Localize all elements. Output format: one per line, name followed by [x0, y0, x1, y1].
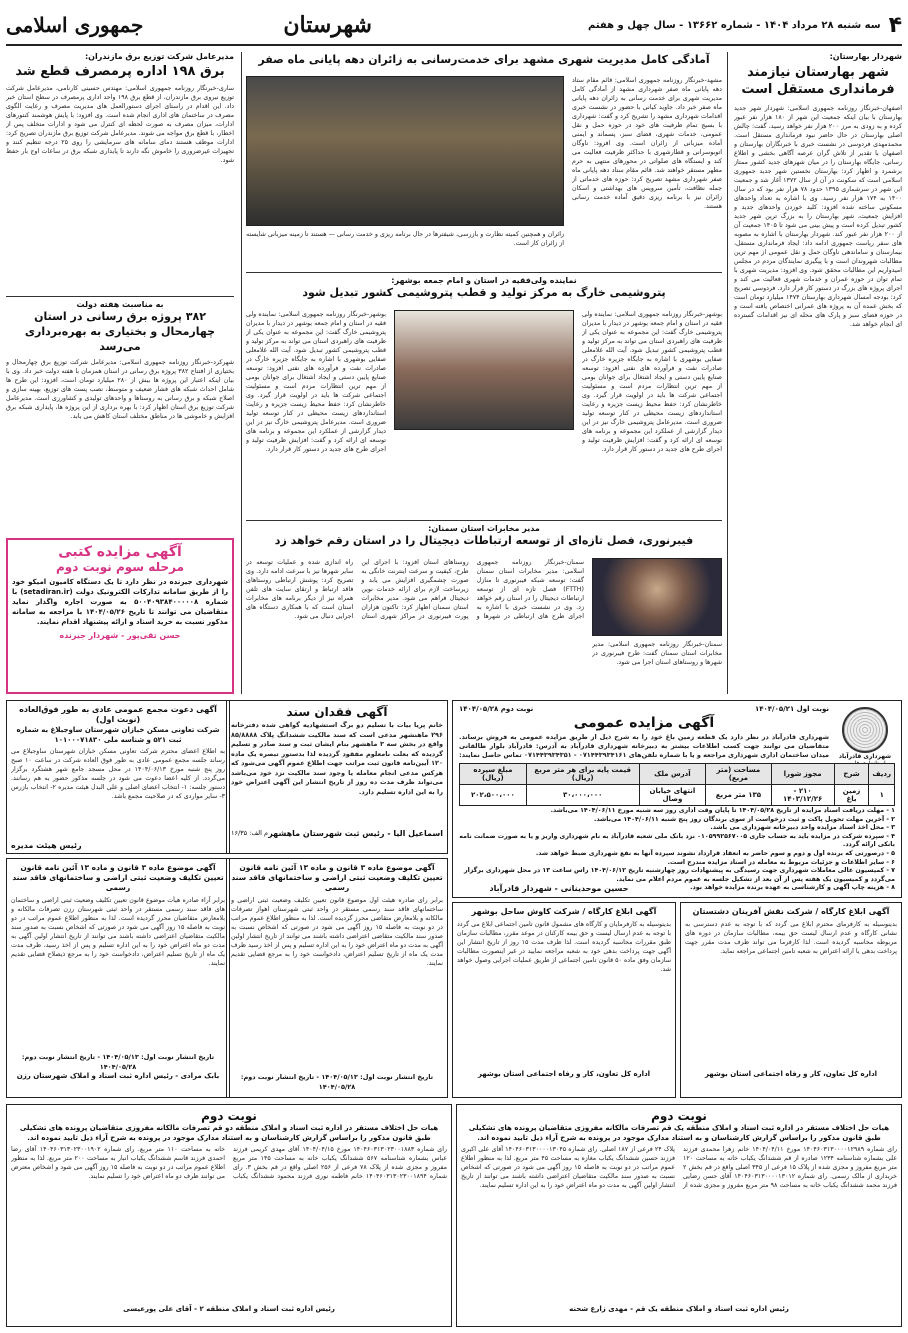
ad-lost-document [226, 700, 448, 854]
ad-body: به اطلاع اعضای محترم شرکت تعاونی مسکن خبازان شهرستان ساوجبلاغ می رساند جلسه مجمع عمومی عادی به طور فوق العاده شرکت در ساعت ۱۰ صبح روز پنج شنبه مورخ ۱۴۰۴/۰۶/۱۳ در محل مسجد جامع شهر هشتگرد برگزار می‌گردد. از کلیه اعضا دعوت می شود در جلسه مذکور حضور به هم رسانند. دستور جلسه: ۱- انتخاب اعضای اصلی و علی البدل هیئت مدیره ۲- انتخاب بازرس ۳- سایر مواردی که در صلاحیت مجمع باشد. [11, 748, 225, 800]
col-header: ردیف [869, 764, 895, 785]
ad-signature: اسماعیل الیا - رئیس ثبت شهرستان ماهشهر [268, 829, 443, 838]
ad-signature: حسین موحدینانی - شهردار قادرآباد [489, 884, 629, 893]
ad-title: آگهی ابلاغ کارگاه / شرکت نقش آفرینان دشتستان [692, 907, 890, 916]
ad-footer: تاریخ انتشار نوبت اول: ۱۴۰۴/۰۵/۱۳ - تاریخ انتشار نوبت دوم: ۱۴۰۴/۰۵/۲۸ [21, 1053, 215, 1071]
ad-body: بدینوسیله به کارفرمای محترم ابلاغ می گردد که با توجه به عدم دسترسی به نشانی کارگاه و عدم ارسال لیست حق بیمه، مطالبات سازمان در دوره های مربوطه محاسبه گردیده است. لذا کارفرما می تواند ظرف مدت مقرر جهت پرداخت بدهی یا ارائه اعتراض به شعبه تامین اجتماعی مراجعه نماید. [685, 921, 897, 955]
ad-sawojbolagh-assembly [6, 700, 230, 854]
section-title: شهرستان [283, 12, 372, 38]
ad-workshop-kavosh [452, 902, 676, 1098]
article-kicker: مدیرعامل شرکت توزیع برق مازندران: [84, 52, 234, 61]
ad-body: شهرداری جیرنده در نظر دارد تا یک دستگاه کامیون امیکو خود را از طریق سامانه تدارکات الکترونیک دولت (setadiran.ir) با شماره ۵۰۰۴۰۹۳۸۴۰۰۰۰۰۸ به صورت اجاره واگذار نماید متقاضیان می توانند تا تاریخ ۱۴۰۴/۰۵/۲۶ با مراجعه به سامانه مذکور نسبت به خرید اسناد و ارائه پیشنهاد اقدام نمایند. [12, 578, 228, 626]
municipality-seal-icon [842, 707, 888, 753]
article-title: آمادگی کامل مدیریت شهری مشهد برای خدمت‌رسانی به زائران دهه پایانی ماه صفر [258, 53, 710, 66]
col-header: مجوز شورا [771, 764, 834, 785]
article-title: ۳۸۲ پروژه برق رسانی در استان چهارمحال و بختیاری به بهره‌برداری می‌رسد [24, 310, 216, 353]
article-title: پتروشیمی خارگ به مرکز تولید و قطب پتروشیمی کشور تبدیل شود [302, 286, 666, 299]
section-divider [6, 296, 234, 297]
article-title: شهر بهارستان نیازمند فرمانداری مستقل است [741, 65, 895, 97]
ad-jirandeh-auction [6, 538, 234, 694]
ad-body: رای شماره ۱۴۰۴۶۰۳۱۳۰۲۳۰۰۱۸۸۳ مورخ ۱۴۰۴/۰۴/۱۵ آقای مهدی کریمی فرزند عباس بشماره شناسنامه ۵۶۷ ششدانگ یکباب خانه به مساحت ۱۴۵ متر مربع مفروز و مجزی شده از پلاک ۷۸ فرعی از ۲۵۶ اصلی واقع در قم بخش ۳. رای شماره ۱۴۰۴۶۰۳۱۳۰۲۳۰۰۱۸۹۴ خانم فاطمه نوری فرزند محمود ششدانگ یکباب خانه به مساحت ۱۱۰ متر مربع. رای شماره ۱۴۰۴۶۰۳۱۳۰۲۳۰۰۱۹۰۲ آقای رضا احمدی فرزند قاسم ششدانگ یکباب انبار به مساحت ۲۰۰ متر مربع. لذا به منظور اطلاع عموم مراتب در دو نوبت به فاصله ۱۵ روز آگهی می شود و اشخاص معترض می توانند ظرف دو ماه اعتراض خود را تسلیم نمایند. [11, 1146, 447, 1180]
ad-signature: رئیس اداره ثبت اسناد و املاک منطقه ۲ - آقای علی پورعیسی [123, 1305, 335, 1313]
ad-body: برابر رای صادره هیئت اول موضوع قانون تعیین تکلیف وضعیت ثبتی اراضی و ساختمانهای فاقد سند رسمی مستقر در واحد ثبتی شهرستان اهواز تصرفات مالکانه و بلامعارض متقاضی محرز گردیده است. لذا به منظور اطلاع عموم مراتب در دو نوبت به فاصله ۱۵ روز آگهی می شود در صورتی که اشخاص نسبت به صدور سند مالکیت متقاضی اعتراضی داشته باشند می توانند از تاریخ انتشار اولین آگهی به مدت دو ماه اعتراض خود را به این اداره تسلیم و پس از اخذ رسید ظرف مدت یک ماه از تاریخ تسلیم اعتراض، دادخواست خود را به مرجع قضایی تقدیم نمایند. [231, 897, 443, 967]
col-header: قیمت پایه برای هر متر مربع (ریال) [526, 764, 639, 785]
ad-footer: تاریخ انتشار نوبت اول: ۱۴۰۴/۰۵/۱۳ - تاریخ انتشار نوبت دوم: ۱۴۰۴/۰۵/۲۸ [240, 1073, 434, 1091]
ad-body: خانم پریا بیات با تسلیم دو برگ استشهادیه گواهی شده دفترخانه ۲۹۶ ماهنشهر مدعی است که سند مالکیت ششدانگ پلاک ۸۵/۸۸۸۸ واقع در بخش سه ۳ ماهشهر بنام ایشان ثبت و سند صادر و تسلیم گردیده که بعلت نامعلوم مفقود گردیده لذا بدستور تبصره یک ماده ۱۲۰ آیین‌نامه قانون ثبت مراتب جهت اطلاع عموم آگهی می‌شود که هرکس مدعی انجام معامله یا وجود سند مالکیت نزد خود می‌باشد می‌تواند ظرف مدت ده روز از تاریخ انتشار این آگهی اعتراض خود را به این اداره تسلیم دارد. [231, 721, 443, 796]
ad-article13-b [6, 858, 230, 1098]
auction-table [459, 763, 895, 806]
ad-title: هیات حل اختلاف مستقر در اداره ثبت اسناد و املاک منطقه یک قم تصرفات مالکانه مفروزی متقاضیان پرونده های تشکیلی طبق قانون مذکور را براساس گزارش کارشناسان و به استناد مدارک موجود در پرونده به شرح آراء ذیل تایید نموده اند. [468, 1124, 890, 1142]
article-body: بوشهر-خبرنگار روزنامه جمهوری اسلامی: نماینده ولی فقیه در استان و امام جمعه بوشهر در دیدار با مدیران پتروشیمی خارگ گفت: این مجموعه به عنوان یکی از ظرفیت های راهبردی استان می تواند به مرکز تولید و قطب پتروشیمی کشور تبدیل شود. آیت الله غلامعلی صفایی بوشهری با اشاره به جایگاه جزیره خارگ در صادرات نفت و فرآورده های نفتی افزود: توسعه صنایع پایین دستی و ایجاد اشتغال برای جوانان بومی از مهم ترین انتظارات مردم است و مسئولیت اجتماعی شرکت ها باید در اولویت قرار گیرد. وی خاطرنشان کرد: حفظ محیط زیست جزیره و رعایت استانداردهای زیست محیطی در کنار توسعه تولید ضروری است. مدیرعامل پتروشیمی خارگ نیز در این دیدار گزارشی از عملکرد این مجموعه و برنامه های توسعه ای ارائه کرد و گفت: افزایش ظرفیت تولید و اجرای طرح های جدید در دستور کار قرار دارد. [582, 311, 722, 453]
condition-item: ۸ - هزینه چاپ آگهی و کارشناسی به عهده برنده مزایده خواهد بود. [690, 884, 895, 892]
article-semnan [246, 524, 722, 694]
article-bushehr [246, 276, 722, 516]
table-cell: ۲۰۲،۵۰۰،۰۰۰ [460, 785, 527, 806]
page-header [6, 6, 902, 46]
ad-title: آگهی موضوع ماده ۳ قانون و ماده ۱۳ آئین نامه قانون تعیین تکلیف وضعیت ثبتی اراضی و ساختمانهای فاقد سند رسمی [12, 863, 224, 892]
article-body: مشهد-خبرنگار روزنامه جمهوری اسلامی: قائم مقام ستاد دهه پایانی ماه صفر شهرداری مشهد از آمادگی کامل مدیریت شهری برای خدمت رسانی به زائران دهه پایانی ماه صفر خبر داد. جاوید کیانی با حضور در نشست خبری اقدامات شهرداری مشهد را تشریح کرد و گفت: شهرداری با بسیج تمام ظرفیت های خود در حوزه حمل و نقل عمومی، خدمات شهری، فضای سبز، پسماند و ایمنی آماده میزبانی از زائران است. وی افزود: ناوگان اتوبوسرانی و قطارشهری با حداکثر ظرفیت فعالیت می کند و ایستگاه های صلواتی در محورهای منتهی به حرم مطهر مستقر خواهند شد. قائم مقام ستاد دهه پایانی ماه صفر شهرداری مشهد تصریح کرد: حوزه های خدماتی از جمله نظافت، تأمین سرویس های بهداشتی و اسکان زائران نیز با برنامه ریزی دقیق آماده خدمت رسانی هستند. [572, 77, 722, 210]
ad-article13-a [226, 858, 448, 1098]
column-divider [241, 52, 242, 694]
ad-qom-region2 [6, 1104, 452, 1327]
article-mashhad [246, 52, 722, 267]
table-header-row [460, 764, 895, 785]
column-divider [727, 52, 728, 694]
article-body: اصفهان-خبرنگار روزنامه جمهوری اسلامی: شهردار شهر جدید بهارستان با بیان اینکه جمعیت این شهر از ۱۸۰ هزار نفر عبور کرده و به زودی به مرز ۲۰۰ هزار نفر خواهد رسید، گفت: چالش اصلی بهارستان در حال حاضر نبود فرمانداری مستقل است. محمدمهدی فردوسی در نشست خبری با خبرنگاران بهارستان و اصفهان با تقدیر از تلاش گران عرصه آگاهی بخشی و اطلاع رسانی، جایگاه بهارستان را در میان شهرهای جدید کشور ممتاز برشمرد و اظهار کرد: بهارستان نخستین شهر جدید جمهوری اسلامی است که سکونت در آن از سال ۱۳۷۲ آغاز شد و جمعیت این شهر در سرشماری ۱۳۹۵ حدود ۷۸ هزار نفر بود که در سال ۱۴۰۰ به ۱۷۴ هزار نفر رسید. وی با اشاره به تعداد واحدهای مسکونی ساخته شده افزود: کلید خوردن واحدهای جدید و افزایش جمعیت، شهر بهارستان را به بزرگ ترین شهر جدید کشور تبدیل کرده است و پیش بینی می شود تا ۱۴۰۵ جمعیت آن از ۲۰۰ هزار نفر عبور کند. شهردار بهارستان با اشاره به مصوبه های سفر ریاست جمهوری ادامه داد: ایجاد فرمانداری مستقل، بیمارستان و ساماندهی ناوگان حمل و نقل عمومی از مهم ترین مطالبات شهروندان است و با پیگیری نمایندگان مردم در مجلس امیدواریم این مطالبات محقق شود. وی افزود: مدیریت شهری با تمام توان در حوزه عمران و خدمات شهری فعالیت می کند و اجرای پروژه های بزرگ در دستور کار قرار دارد. فردوسی تصریح کرد: بودجه امسال شهرداری بهارستان ۱۴۷۴ میلیارد تومان است که بخش عمده آن به پروژه های عمرانی اختصاص یافته است و در حوزه فضای سبز و پارک های محله ای نیز اقدامات گسترده ای انجام خواهد شد. [734, 105, 902, 328]
section-divider [246, 272, 722, 273]
ad-label: نوبت دوم [201, 1109, 257, 1123]
page-number: ۴ [888, 12, 902, 38]
article-body: شهرکرد-خبرنگار روزنامه جمهوری اسلامی: مدیرعامل شرکت توزیع برق چهارمحال و بختیاری از افتتاح ۳۸۲ پروژه برق رسانی در استان همزمان با هفته دولت خبر داد. وی با بیان اینکه اعتبار این پروژه ها بیش از ۲۸۰ میلیارد تومان است، افزود: این طرح ها شامل احداث شبکه های فشار ضعیف و متوسط، نصب پست های توزیع، بهینه سازی و اصلاح شبکه و برق رسانی به روستاها و واحدهای تولیدی و کشاورزی است. مدیرعامل شرکت توزیع برق استان اظهار کرد: با بهره برداری از این پروژه ها، پایداری شبکه برق افزایش و خاموشی ها در مناطق مختلف استان کاهش می یابد. [6, 359, 234, 420]
col-header: شرح [834, 764, 869, 785]
col-header: مبلغ سپرده (ریال) [460, 764, 527, 785]
second-pub-date: نوبت دوم ۱۴۰۴/۰۵/۲۸ [459, 705, 534, 713]
article-kicker: شهردار بهارستان: [829, 52, 902, 61]
article-body: ساری-خبرنگار روزنامه جمهوری اسلامی: مهندس حسینی کارنامی، مدیرعامل شرکت توزیع نیروی برق مازندران، از قطع برق ۱۹۸ واحد اداری پرمصرف در سطح استان خبر داد. این اقدام در راستای اجرای دستورالعمل های مدیریت مصرف و رعایت الگوی مصرف در ساختمان های اداری انجام شده است. وی افزود: با پایش هوشمند کنتورهای ادارات، میزان مصرف به صورت لحظه ای کنترل می شود و ادارات متخلف پس از اخطار، با قطع برق مواجه می شوند. مدیرعامل شرکت توزیع برق مازندران تصریح کرد: ادارات موظف هستند دمای سامانه های سرمایشی را روی ۲۵ درجه تنظیم کنند و تجهیزات غیرضروری را خاموش نگه دارند تا پایداری شبکه برق در ساعات اوج بار حفظ شود. [6, 85, 234, 164]
condition-item: ۴ - سپرده شرکت در مزایده باید به حساب جاری ۰۱۰۵۹۹۲۵۶۷۰۰۵ نزد بانک ملی شعبه قادرآباد به نام شهرداری واریز و یا به صورت ضمانت نامه بانکی ارائه گردد. [459, 832, 895, 849]
condition-item: ۵ - درصورتی که برنده اول و دوم و سوم حاضر به انعقاد قرارداد نشوند سپرده آنها به نفع شهرداری ضبط خواهد شد. [535, 849, 895, 857]
table-cell: ۱ [869, 785, 895, 806]
condition-item: ۳ - محل اخذ اسناد مزایده واحد دبیرخانه شهرداری می باشد. [710, 824, 895, 832]
ad-seal-block [835, 707, 895, 767]
col-header: مساحت (متر مربع) [706, 764, 771, 785]
table-cell: انتهای خیابان وصال [639, 785, 706, 806]
ad-subtitle: مرحله سوم نوبت دوم [55, 560, 185, 574]
ad-body: رای شماره ۱۴۰۴۶۰۳۱۳۰۰۰۰۱۲۹۸۹ مورخ ۱۴۰۴/۰۴/۱۱ خانم زهرا محمدی فرزند علی بشماره شناسنامه ۱۲۳۴ صادره از قم ششدانگ یکباب خانه به مساحت ۱۲۰ متر مربع مفروز و مجزی شده از پلاک ۱۵ فرعی از ۳۴۵ اصلی واقع در قم بخش ۲ خریداری از مالک رسمی. رای شماره ۱۴۰۴۶۰۳۱۳۰۰۰۰۱۳۰۱۲ آقای حسن رضایی فرزند محمد ششدانگ یکباب خانه به مساحت ۹۸ متر مربع مفروز و مجزی شده از پلاک ۲۴ فرعی از ۱۸۷ اصلی. رای شماره ۱۴۰۴۶۰۳۱۳۰۰۰۰۱۳۰۴۵ آقای علی اکبری فرزند حسین ششدانگ یکباب مغازه به مساحت ۴۵ متر مربع. لذا به منظور اطلاع عموم مراتب در دو نوبت به فاصله ۱۵ روز آگهی می شود در صورتی که اشخاص نسبت به صدور سند مالکیت متقاضیان اعتراضی داشته باشند می توانند از تاریخ انتشار اولین آگهی به مدت دو ماه اعتراض خود را به این اداره تسلیم نمایند. [461, 1146, 897, 1189]
ad-signature: رئیس اداره ثبت اسناد و املاک منطقه یک قم - مهدی زارع شحنه [569, 1305, 789, 1313]
ad-subtitle: شرکت تعاونی مسکن خبازان شهرستان ساوجبلاغ به شماره ثبت ۵۲۱ و شناسه ملی ۱۰۱۰۰۰۷۱۸۳۰ [16, 726, 220, 744]
seal-text: شهرداری قادرآباد [838, 753, 892, 760]
ad-title: آگهی فقدان سند [286, 705, 388, 719]
ad-conditions [459, 807, 895, 893]
photo-caption: سمنان-خبرنگار روزنامه جمهوری اسلامی: مدیر مخابرات استان سمنان گفت: طرح فیبرنوری در شهرها و روستاهای استان اجرا می شود. [592, 641, 722, 666]
condition-item: ۱ - مهلت دریافت اسناد مزایده از تاریخ ۱۴۰۴/۰۵/۲۸ تا پایان وقت اداری روز سه شنبه مورخ ۱۴۰۴/۰۶/۱۱ می‌باشد. [550, 807, 895, 814]
article-title: فیبرنوری، فصل تازه‌ای از توسعه ارتباطات دیجیتال را در استان رقم خواهد زد [274, 534, 694, 547]
article-mazandaran [6, 52, 234, 292]
article-kicker: به مناسبت هفته دولت [76, 300, 164, 309]
ad-body: بدینوسیله به کارفرمایان و کارگاه های مشمول قانون تامین اجتماعی ابلاغ می گردد با توجه به عدم ارسال لیست و حق بیمه کارکنان در موعد مقرر، مطالبات سازمان طبق مقررات محاسبه گردیده است. لذا ظرف مدت ۱۵ روز از تاریخ انتشار این آگهی جهت پرداخت بدهی خود به شعبه مراجعه نمایید در غیر اینصورت مطالبات سازمان وفق ماده ۵۰ قانون تامین اجتماعی از طریق عملیات اجرایی وصول خواهد شد. [457, 921, 671, 973]
meeting-photo [394, 310, 574, 430]
portrait-photo [592, 558, 722, 636]
table-row [460, 785, 895, 806]
table-cell: ۲۱۰ - ۱۴۰۳/۱۲/۲۶ [771, 785, 834, 806]
article-baharestan [734, 52, 902, 694]
ad-signature: اداره کل تعاون، کار و رفاه اجتماعی استان بوشهر [704, 1070, 878, 1078]
article-kicker: نماینده ولی‌فقیه در استان و امام جمعه بوشهر: [391, 276, 577, 285]
ad-ref: م الف: ۱۶/۳۵ [231, 829, 269, 837]
ad-title: آگهی ابلاغ کارگاه / شرکت کاوش ساحل بوشهر [471, 907, 657, 916]
condition-item: ۷ - کمیسیون عالی معاملات شهرداری جهت رسیدگی به پیشنهادات روز چهارشنبه تاریخ ۱۴۰۴/۰۶/۱۲ راس ساعت ۱۳ در محل شهرداری برگزار می‌گردد و کمیسیون یک هفته پس از آن بعد از تشکیل جلسه به عموم مردم اعلام می نماید. [463, 867, 895, 883]
ad-signature: حسن تقی‌پور - شهردار جیرنده [59, 631, 181, 640]
condition-item: ۶ - سایر اطلاعات و جزئیات مربوط به معامله در اسناد مزایده مندرج است. [667, 858, 895, 866]
article-body-cont: بوشهر-خبرنگار روزنامه جمهوری اسلامی: نماینده ولی فقیه در استان و امام جمعه بوشهر در دیدار با مدیران پتروشیمی خارگ گفت: این مجموعه به عنوان یکی از ظرفیت های راهبردی استان می تواند به مرکز تولید و قطب پتروشیمی کشور تبدیل شود. آیت الله غلامعلی صفایی بوشهری با اشاره به جایگاه جزیره خارگ در صادرات نفت و فرآورده های نفتی افزود: توسعه صنایع پایین دستی و ایجاد اشتغال برای جوانان بومی از مهم ترین انتظارات مردم است و مسئولیت اجتماعی شرکت ها باید در اولویت قرار گیرد. وی خاطرنشان کرد: حفظ محیط زیست جزیره و رعایت استانداردهای زیست محیطی در کنار توسعه تولید ضروری است. مدیرعامل پتروشیمی خارگ نیز در این دیدار گزارشی از عملکرد این مجموعه و برنامه های توسعه ای ارائه کرد و گفت: افزایش ظرفیت تولید و اجرای طرح های جدید در دستور کار قرار دارد. [246, 311, 386, 453]
ad-title: هیات حل اختلاف مستقر در اداره ثبت اسناد و املاک منطقه دو قم تصرفات مالکانه مفروزی متقاضیان پرونده های تشکیلی طبق قانون مذکور را براساس گزارش کارشناسان و به استناد مدارک موجود در پرونده به شرح آراء ذیل تایید نموده اند. [19, 1124, 439, 1142]
table-cell: ۳۰،۰۰۰،۰۰۰ [526, 785, 639, 806]
ad-title: آگهی موضوع ماده ۳ قانون و ماده ۱۳ آئین نامه قانون تعیین تکلیف وضعیت ثبتی اراضی و ساختمانهای فاقد سند رسمی [231, 863, 443, 892]
ad-workshop-dashtestan [680, 902, 902, 1098]
col-header: آدرس ملک [639, 764, 706, 785]
article-chaharmahal [6, 300, 234, 532]
article-title: برق ۱۹۸ اداره پرمصرف قطع شد [15, 64, 225, 79]
ad-signature: اداره کل تعاون، کار و رفاه اجتماعی استان بوشهر [477, 1070, 651, 1078]
ad-body: برابر آراء صادره هیأت موضوع قانون تعیین تکلیف وضعیت ثبتی اراضی و ساختمان های فاقد سند رسمی مستقر در واحد ثبتی شهرستان رزن تصرفات مالکانه و بلامعارض متقاضیان محرز گردیده است. لذا به منظور اطلاع عموم مراتب در دو نوبت به فاصله ۱۵ روز آگهی می شود در صورتی که اشخاص نسبت به صدور سند مالکیت متقاضیان اعتراضی داشته باشند می توانند از تاریخ انتشار اولین آگهی به مدت دو ماه اعتراض خود را به این اداره تسلیم و پس از اخذ رسید، ظرف مدت یک ماه از تاریخ تسلیم اعتراض، دادخواست خود را به مرجع ذیصلاح قضایی تقدیم نمایند. [11, 897, 225, 967]
date-line: سه شنبه ۲۸ مرداد ۱۴۰۴ - شماره ۱۳۶۶۲ - سال چهل و هفتم [587, 19, 881, 31]
shrine-photo [246, 76, 564, 226]
ad-signature: بابک مرادی - رئیس اداره ثبت اسناد و املاک شهرستان رزن [16, 1072, 220, 1080]
ad-intro: شهرداری قادرآباد در نظر دارد یک قطعه زمین باغ خود را به شرح ذیل از طریق مزایده عمومی به فروش برساند. متقاضیان می توانند جهت کسب اطلاعات بیشتر به دبیرخانه شهرداری قادرآباد به آدرس: قادرآباد بلوار طالقانی میدان ساختمان اداری شهرداری مراجعه و یا با شماره تلفن‌های ۰۷۱۴۴۳۹۳۴۱۶۱ - ۰۷۱۴۴۳۹۳۴۳۵۱ تماس حاصل نمایند: [459, 733, 829, 759]
table-cell: ۱۳۵ متر مربع [706, 785, 771, 806]
first-pub-date: نوبت اول ۱۴۰۴/۰۵/۲۱ [754, 705, 829, 713]
ad-title: آگهی مزایده عمومی [573, 715, 715, 731]
section-divider [246, 520, 722, 521]
photo-caption: زائران و همچنین کمیته نظارت و بازرسی، شیفترها در حال برنامه ریزی و خدمت رسانی — هستند تا زمینه میزبانی شایسته از زائران کار است. [246, 231, 564, 247]
ad-title: آگهی مزایده کتبی [58, 544, 182, 560]
condition-item: ۲ - آخرین مهلت تحویل پاکت و ثبت درخواست از سوی برندگان روز پنج شنبه ۱۴۰۴/۰۶/۱۱ می‌باشد. [594, 815, 895, 823]
article-kicker: مدیر مخابرات استان سمنان: [428, 524, 540, 533]
ad-qom-region1 [456, 1104, 902, 1327]
article-body: سمنان-خبرنگار روزنامه جمهوری اسلامی: مدیر مخابرات استان سمنان گفت: توسعه شبکه فیبرنوری تا منازل (FTTH) فصل تازه ای از توسعه ارتباطات دیجیتال را در استان رقم خواهد زد. وی در نشست خبری با اشاره به اجرای طرح های ارتباطی در شهرها و روستاهای استان افزود: با اجرای این طرح، کیفیت و سرعت اینترنت خانگی به صورت چشمگیری افزایش می یابد و زیرساخت لازم برای ارائه خدمات نوین دیجیتال فراهم می شود. مدیر مخابرات استان سمنان اظهار کرد: تاکنون هزاران پورت فیبرنوری در مراکز شهری استان راه اندازی شده و عملیات توسعه در سایر شهرها نیز با سرعت ادامه دارد. وی تصریح کرد: پوشش ارتباطی روستاهای فاقد ارتباط و ارتقای سایت های تلفن همراه نیز از دیگر برنامه های مخابرات استان است که با همکاری دستگاه های اجرایی دنبال می شود. [246, 559, 584, 620]
masthead-logo: جمهوری اسلامی [5, 13, 144, 37]
ad-label: نوبت دوم [651, 1109, 707, 1123]
table-cell: زمین باغ [834, 785, 869, 806]
ad-title: آگهی دعوت مجمع عمومی عادی به طور فوق‌العاده (نوبت اول) [19, 705, 217, 724]
ad-qadirabad-auction [452, 700, 902, 898]
ad-signature: رئیس هیئت مدیره [11, 841, 82, 850]
